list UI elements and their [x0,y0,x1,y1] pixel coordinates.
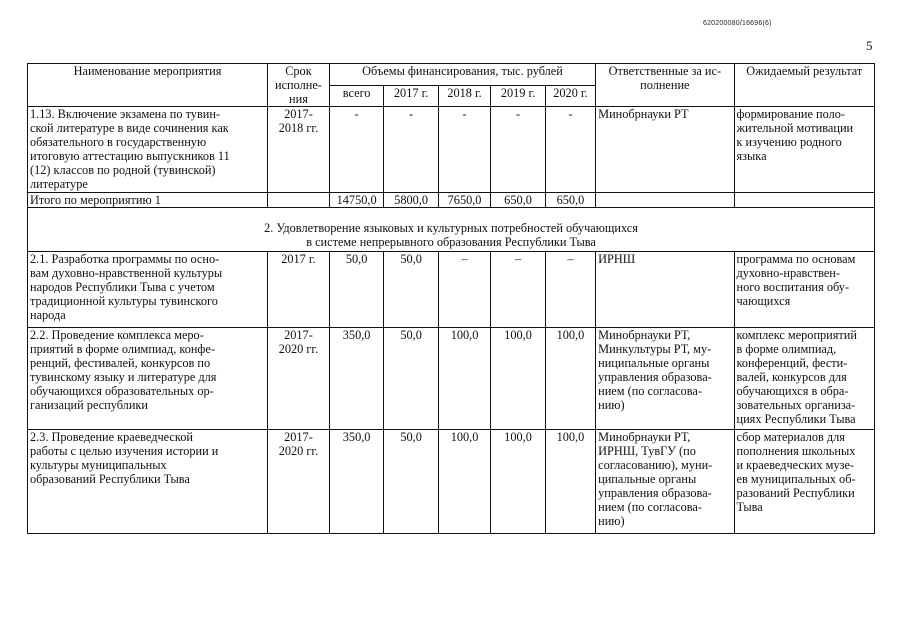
header-result: Ожидаемый результат [734,64,875,107]
total-2020: 650,0 [545,193,595,208]
cell-result: формирование поло- жительной мотивации к изучению родного языка [734,107,875,193]
total-2017: 5800,0 [384,193,439,208]
cell-term: 2017- 2018 гг. [268,107,330,193]
header-2019: 2019 г. [491,85,546,107]
page-number: 5 [866,38,873,53]
table-row-2-1 [28,252,875,328]
cell-responsible: Минобрнауки РТ, ИРНШ, ТувГУ (по согласованию), муни- ципальные органы управления образова- нием (по согласова- нию) [596,430,734,534]
total-term-empty [268,193,330,208]
header-2018: 2018 г. [438,85,490,107]
cell-total: - [329,107,384,193]
total-2018: 7650,0 [438,193,490,208]
cell-total: 350,0 [329,430,384,534]
cell-2019: - [491,107,546,193]
cell-responsible: ИРНШ [596,252,734,328]
cell-2017: 50,0 [384,430,439,534]
cell-2017: - [384,107,439,193]
cell-term: 2017- 2020 гг. [268,430,330,534]
total-result-empty [734,193,875,208]
header-2017: 2017 г. [384,85,439,107]
document-id: 620200080/16696(6) [703,20,772,27]
cell-name: 2.1. Разработка программы по осно- вам духовно-нравственной культуры народов Республики Тыва с учетом традиционной культуры тувинского народа [28,252,268,328]
header-responsible: Ответственные за ис- полнение [596,64,734,107]
total-row [28,193,875,208]
cell-result: сбор материалов для пополнения школьных и краеведческих музе- ев муниципальных об- разований Республики Тыва [734,430,875,534]
cell-2018: 100,0 [438,430,490,534]
header-2020: 2020 г. [545,85,595,107]
cell-2018: – [438,252,490,328]
cell-2020: 100,0 [545,328,595,430]
cell-result: программа по основам духовно-нравствен- ного воспитания обу- чающихся [734,252,875,328]
header-row-1 [28,64,875,86]
cell-responsible: Минобрнауки РТ [596,107,734,193]
cell-name: 1.13. Включение экзамена по тувин- ской литературе в виде сочинения как обязательного в государственную итоговую аттестацию выпускников 11 (12) классов по родной (тувинской) литературе [28,107,268,193]
header-name: Наименование мероприятия [28,64,268,107]
cell-name: 2.3. Проведение краеведческой работы с целью изучения истории и культуры муниципальных образований Республики Тыва [28,430,268,534]
cell-2018: - [438,107,490,193]
table-row-1-13 [28,107,875,193]
section-row [28,208,875,252]
cell-2019: – [491,252,546,328]
cell-term: 2017- 2020 гг. [268,328,330,430]
cell-total: 50,0 [329,252,384,328]
cell-2020: 100,0 [545,430,595,534]
table-row-2-3 [28,430,875,534]
cell-2020: - [545,107,595,193]
section-title: 2. Удовлетворение языковых и культурных потребностей обучающихся в системе непрерывного образования Республики Тыва [28,208,875,252]
table-row-2-2 [28,328,875,430]
total-responsible-empty [596,193,734,208]
total-2019: 650,0 [491,193,546,208]
cell-name: 2.2. Проведение комплекса меро- приятий в форме олимпиад, конфе- ренций, фестивалей, конкурсов по тувинскому языку и литературе для обучающихся образовательных ор- ганизаций республики [28,328,268,430]
header-funding: Объемы финансирования, тыс. рублей [329,64,595,86]
activities-table [27,63,875,534]
cell-result: комплекс мероприятий в форме олимпиад, конференций, фести- валей, конкурсов для обучающихся в обра- зовательных организа- циях Республики Тыва [734,328,875,430]
cell-2019: 100,0 [491,328,546,430]
cell-2018: 100,0 [438,328,490,430]
cell-2017: 50,0 [384,252,439,328]
cell-2017: 50,0 [384,328,439,430]
cell-2020: – [545,252,595,328]
header-term: Срок исполне- ния [268,64,330,107]
total-sum: 14750,0 [329,193,384,208]
cell-2019: 100,0 [491,430,546,534]
cell-total: 350,0 [329,328,384,430]
header-total: всего [329,85,384,107]
cell-responsible: Минобрнауки РТ, Минкультуры РТ, му- ниципальные органы управления образова- нием (по согласова- нию) [596,328,734,430]
total-label: Итого по мероприятию 1 [28,193,268,208]
cell-term: 2017 г. [268,252,330,328]
